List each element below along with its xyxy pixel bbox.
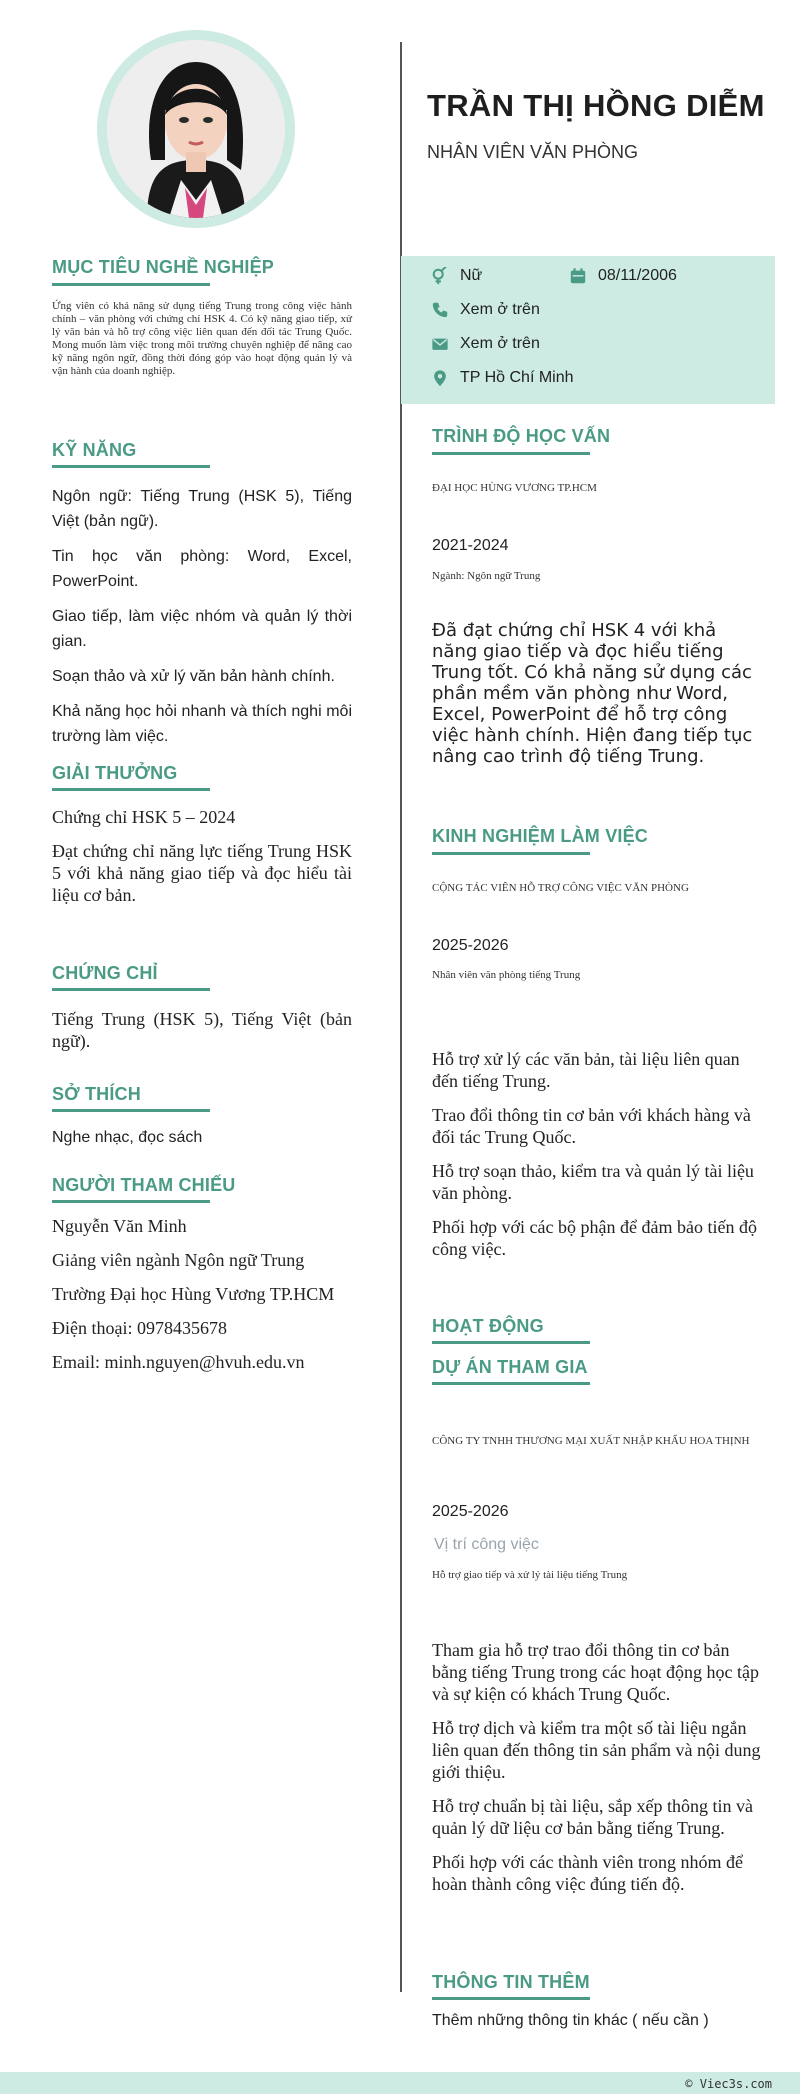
- projects-role: Hỗ trợ giao tiếp và xử lý tài liệu tiếng Trung: [432, 1569, 628, 1581]
- avatar: [107, 40, 285, 218]
- hobbies-text: Nghe nhạc, đọc sách: [52, 1129, 203, 1146]
- contact-birthday: [569, 267, 677, 285]
- projects-company: CÔNG TY TNHH THƯƠNG MẠI XUẤT NHẬP KHẨU HOA THỊNH: [432, 1435, 750, 1447]
- awards-list: [52, 806, 352, 918]
- experience-item: Hỗ trợ xử lý các văn bản, tài liệu liên quan đến tiếng Trung.: [432, 1049, 740, 1091]
- projects-years: 2025-2026: [432, 1503, 509, 1520]
- certificates-underline: [52, 988, 210, 991]
- objective-text: Ứng viên có khả năng sử dụng tiếng Trung trong công việc hành chính – văn phòng với chứng chỉ HSK 4. Có kỹ năng giao tiếp, xử lý văn bản và hỗ trợ công việc liên quan đến đối tác Trung Quốc. Mong muốn làm việc trong môi trường chuyên nghiệp để nâng cao kỹ năng ngôn ngữ, đồng thời đóng góp vào hoạt động quản lý và vận hành của doanh nghiệp.: [52, 300, 352, 377]
- gender-value: Nữ: [460, 267, 483, 284]
- education-description: Đã đạt chứng chỉ HSK 4 với khả năng giao tiếp và đọc hiểu tiếng Trung tốt. Có khả năng sử dụng các phần mềm văn phòng như Word, Excel, PowerPoint để hỗ trợ công việc hành chính. Hiện đang tiếp tục nâng cao trình độ tiếng Trung.: [432, 620, 753, 767]
- experience-years: 2025-2026: [432, 937, 509, 954]
- references-title: NGƯỜI THAM CHIẾU: [52, 1175, 236, 1195]
- contact-email: [431, 335, 540, 353]
- hobbies-title: SỞ THÍCH: [52, 1084, 141, 1104]
- projects-position-placeholder: Vị trí công việc: [434, 1536, 539, 1553]
- project-item: Tham gia hỗ trợ trao đổi thông tin cơ bản bằng tiếng Trung trong các hoạt động học tập và sự kiện có khách Trung Quốc.: [432, 1640, 759, 1704]
- skill-item: Tin học văn phòng: Word, Excel, PowerPoint.: [52, 548, 352, 590]
- experience-item: Phối hợp với các bộ phận để đảm bảo tiến độ công việc.: [432, 1217, 757, 1259]
- activities-underline: [432, 1341, 590, 1344]
- objective-underline: [52, 283, 210, 286]
- extra-text: Thêm những thông tin khác ( nếu cần ): [432, 2012, 709, 2029]
- skills-list: [52, 484, 352, 759]
- project-item: Hỗ trợ dịch và kiểm tra một số tài liệu ngắn liên quan đến thông tin sản phẩm và nội dung giới thiệu.: [432, 1718, 761, 1782]
- skills-underline: [52, 465, 210, 468]
- reference-position: Giảng viên ngành Ngôn ngữ Trung: [52, 1250, 305, 1270]
- award-item: Đạt chứng chỉ năng lực tiếng Trung HSK 5 với khả năng giao tiếp và đọc hiểu tài liệu cơ bản.: [52, 841, 352, 905]
- experience-underline: [432, 852, 590, 855]
- hobbies-underline: [52, 1109, 210, 1112]
- profile-photo: [107, 40, 285, 218]
- job-title: NHÂN VIÊN VĂN PHÒNG: [427, 142, 639, 162]
- reference-school: Trường Đại học Hùng Vương TP.HCM: [52, 1284, 335, 1304]
- avatar-frame: [97, 30, 295, 228]
- projects-underline: [432, 1382, 590, 1385]
- reference-email: Email: minh.nguyen@hvuh.edu.vn: [52, 1352, 305, 1372]
- certificates-list: [52, 1008, 352, 1064]
- education-underline: [432, 452, 590, 455]
- contact-gender: [431, 267, 482, 285]
- footer-copyright: © Viec3s.com: [685, 2077, 772, 2091]
- references-list: [52, 1216, 352, 1386]
- birthday-value: 08/11/2006: [598, 267, 677, 284]
- objective-title: MỤC TIÊU NGHỀ NGHIỆP: [52, 257, 275, 277]
- contact-address: [431, 369, 574, 387]
- phone-value: Xem ở trên: [460, 301, 540, 318]
- address-value: TP Hồ Chí Minh: [460, 369, 574, 386]
- extra-underline: [432, 1997, 590, 2000]
- education-years: 2021-2024: [432, 537, 509, 554]
- experience-title: KINH NGHIỆM LÀM VIỆC: [432, 826, 649, 846]
- contact-phone: [431, 301, 540, 319]
- experience-item: Trao đổi thông tin cơ bản với khách hàng và đối tác Trung Quốc.: [432, 1105, 751, 1147]
- calendar-icon: [569, 267, 587, 285]
- location-icon: [431, 369, 449, 387]
- skill-item: Giao tiếp, làm việc nhóm và quản lý thời gian.: [52, 608, 352, 650]
- education-school: ĐẠI HỌC HÙNG VƯƠNG TP.HCM: [432, 482, 597, 494]
- email-icon: [431, 335, 449, 353]
- skill-item: Ngôn ngữ: Tiếng Trung (HSK 5), Tiếng Việt (bản ngữ).: [52, 488, 352, 530]
- reference-name: Nguyễn Văn Minh: [52, 1216, 187, 1236]
- awards-title: GIẢI THƯỞNG: [52, 763, 178, 783]
- project-item: Hỗ trợ chuẩn bị tài liệu, sắp xếp thông tin và quản lý dữ liệu cơ bản bằng tiếng Trung.: [432, 1796, 753, 1838]
- reference-phone: Điện thoại: 0978435678: [52, 1318, 227, 1338]
- projects-title: DỰ ÁN THAM GIA: [432, 1357, 588, 1377]
- skill-item: Soạn thảo và xử lý văn bản hành chính.: [52, 668, 335, 685]
- footer-bar: [0, 2072, 800, 2094]
- references-underline: [52, 1200, 210, 1203]
- certificate-item: Tiếng Trung (HSK 5), Tiếng Việt (bản ngữ).: [52, 1009, 352, 1051]
- project-item: Phối hợp với các thành viên trong nhóm để hoàn thành công việc đúng tiến độ.: [432, 1852, 743, 1894]
- education-title: TRÌNH ĐỘ HỌC VẤN: [432, 426, 611, 446]
- awards-underline: [52, 788, 210, 791]
- extra-title: THÔNG TIN THÊM: [432, 1972, 590, 1992]
- gender-icon: [431, 267, 449, 285]
- experience-position: Nhân viên văn phòng tiếng Trung: [432, 969, 581, 981]
- certificates-title: CHỨNG CHỈ: [52, 963, 158, 983]
- candidate-name: TRẦN THỊ HỒNG DIỄM: [427, 88, 765, 123]
- email-value: Xem ở trên: [460, 335, 540, 352]
- experience-list: [432, 1048, 762, 1272]
- skills-title: KỸ NĂNG: [52, 440, 137, 460]
- skill-item: Khả năng học hỏi nhanh và thích nghi môi trường làm việc.: [52, 703, 352, 745]
- activities-title: HOẠT ĐỘNG: [432, 1316, 544, 1336]
- experience-item: Hỗ trợ soạn thảo, kiểm tra và quản lý tài liệu văn phòng.: [432, 1161, 754, 1203]
- projects-list: [432, 1639, 762, 1907]
- award-item: Chứng chỉ HSK 5 – 2024: [52, 807, 236, 827]
- experience-company: CỘNG TÁC VIÊN HỖ TRỢ CÔNG VIỆC VĂN PHÒNG: [432, 882, 689, 894]
- education-major: Ngành: Ngôn ngữ Trung: [432, 570, 541, 582]
- phone-icon: [431, 301, 449, 319]
